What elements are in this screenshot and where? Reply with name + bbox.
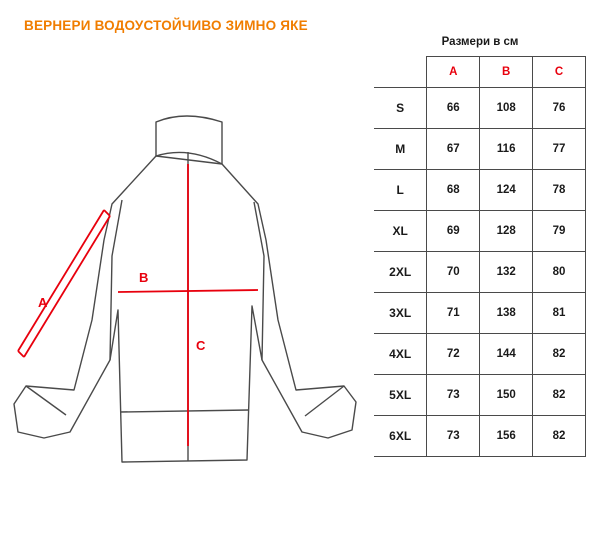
size-label: XL — [374, 211, 427, 252]
size-value-a: 71 — [427, 293, 480, 334]
size-label: 5XL — [374, 375, 427, 416]
size-value-c: 76 — [533, 88, 586, 129]
size-value-a: 67 — [427, 129, 480, 170]
measure-c-label: C — [196, 338, 206, 353]
jacket-measurement-diagram — [0, 60, 370, 500]
size-value-c: 82 — [533, 416, 586, 457]
table-row — [374, 375, 586, 416]
table-row — [374, 170, 586, 211]
size-value-b: 156 — [480, 416, 533, 457]
size-label: M — [374, 129, 427, 170]
page-title: ВЕРНЕРИ ВОДОУСТОЙЧИВО ЗИМНО ЯКЕ — [24, 18, 308, 33]
table-row — [374, 129, 586, 170]
measurement-lines — [18, 164, 258, 446]
table-row — [374, 252, 586, 293]
size-label: 3XL — [374, 293, 427, 334]
size-value-b: 116 — [480, 129, 533, 170]
size-label: L — [374, 170, 427, 211]
size-table-header-blank — [374, 57, 427, 88]
table-row — [374, 416, 586, 457]
size-value-b: 144 — [480, 334, 533, 375]
size-value-a: 68 — [427, 170, 480, 211]
size-table — [374, 56, 586, 457]
table-row — [374, 293, 586, 334]
size-value-c: 79 — [533, 211, 586, 252]
size-value-c: 77 — [533, 129, 586, 170]
left-cuff-line — [26, 386, 66, 415]
left-sleeve-seam — [110, 200, 122, 360]
size-value-b: 128 — [480, 211, 533, 252]
size-label: 6XL — [374, 416, 427, 457]
size-label: S — [374, 88, 427, 129]
size-value-a: 72 — [427, 334, 480, 375]
table-row — [374, 88, 586, 129]
size-table-header-c: C — [533, 57, 586, 88]
size-table-caption: Размери в см — [441, 36, 519, 48]
size-value-c: 78 — [533, 170, 586, 211]
table-row — [374, 334, 586, 375]
size-value-b: 132 — [480, 252, 533, 293]
size-table-header-b: B — [480, 57, 533, 88]
size-value-c: 80 — [533, 252, 586, 293]
hem-band-line — [120, 410, 249, 412]
right-cuff-line — [305, 386, 344, 416]
size-value-a: 73 — [427, 416, 480, 457]
size-value-a: 73 — [427, 375, 480, 416]
size-label: 2XL — [374, 252, 427, 293]
size-value-a: 70 — [427, 252, 480, 293]
size-table-header-row — [374, 57, 586, 88]
measure-a-label: A — [38, 295, 48, 310]
size-label: 4XL — [374, 334, 427, 375]
size-value-b: 138 — [480, 293, 533, 334]
size-value-c: 82 — [533, 334, 586, 375]
size-value-a: 69 — [427, 211, 480, 252]
measure-b-label: B — [139, 270, 149, 285]
measure-a-cap-top — [104, 210, 110, 216]
size-table-container — [374, 36, 586, 457]
size-value-a: 66 — [427, 88, 480, 129]
table-row — [374, 211, 586, 252]
size-table-header-a: A — [427, 57, 480, 88]
measure-a-line-1 — [18, 210, 104, 351]
measure-a-cap-bottom — [18, 351, 24, 357]
size-value-c: 81 — [533, 293, 586, 334]
size-value-c: 82 — [533, 375, 586, 416]
size-value-b: 124 — [480, 170, 533, 211]
jacket-body-outline — [14, 156, 356, 462]
size-value-b: 108 — [480, 88, 533, 129]
size-value-b: 150 — [480, 375, 533, 416]
